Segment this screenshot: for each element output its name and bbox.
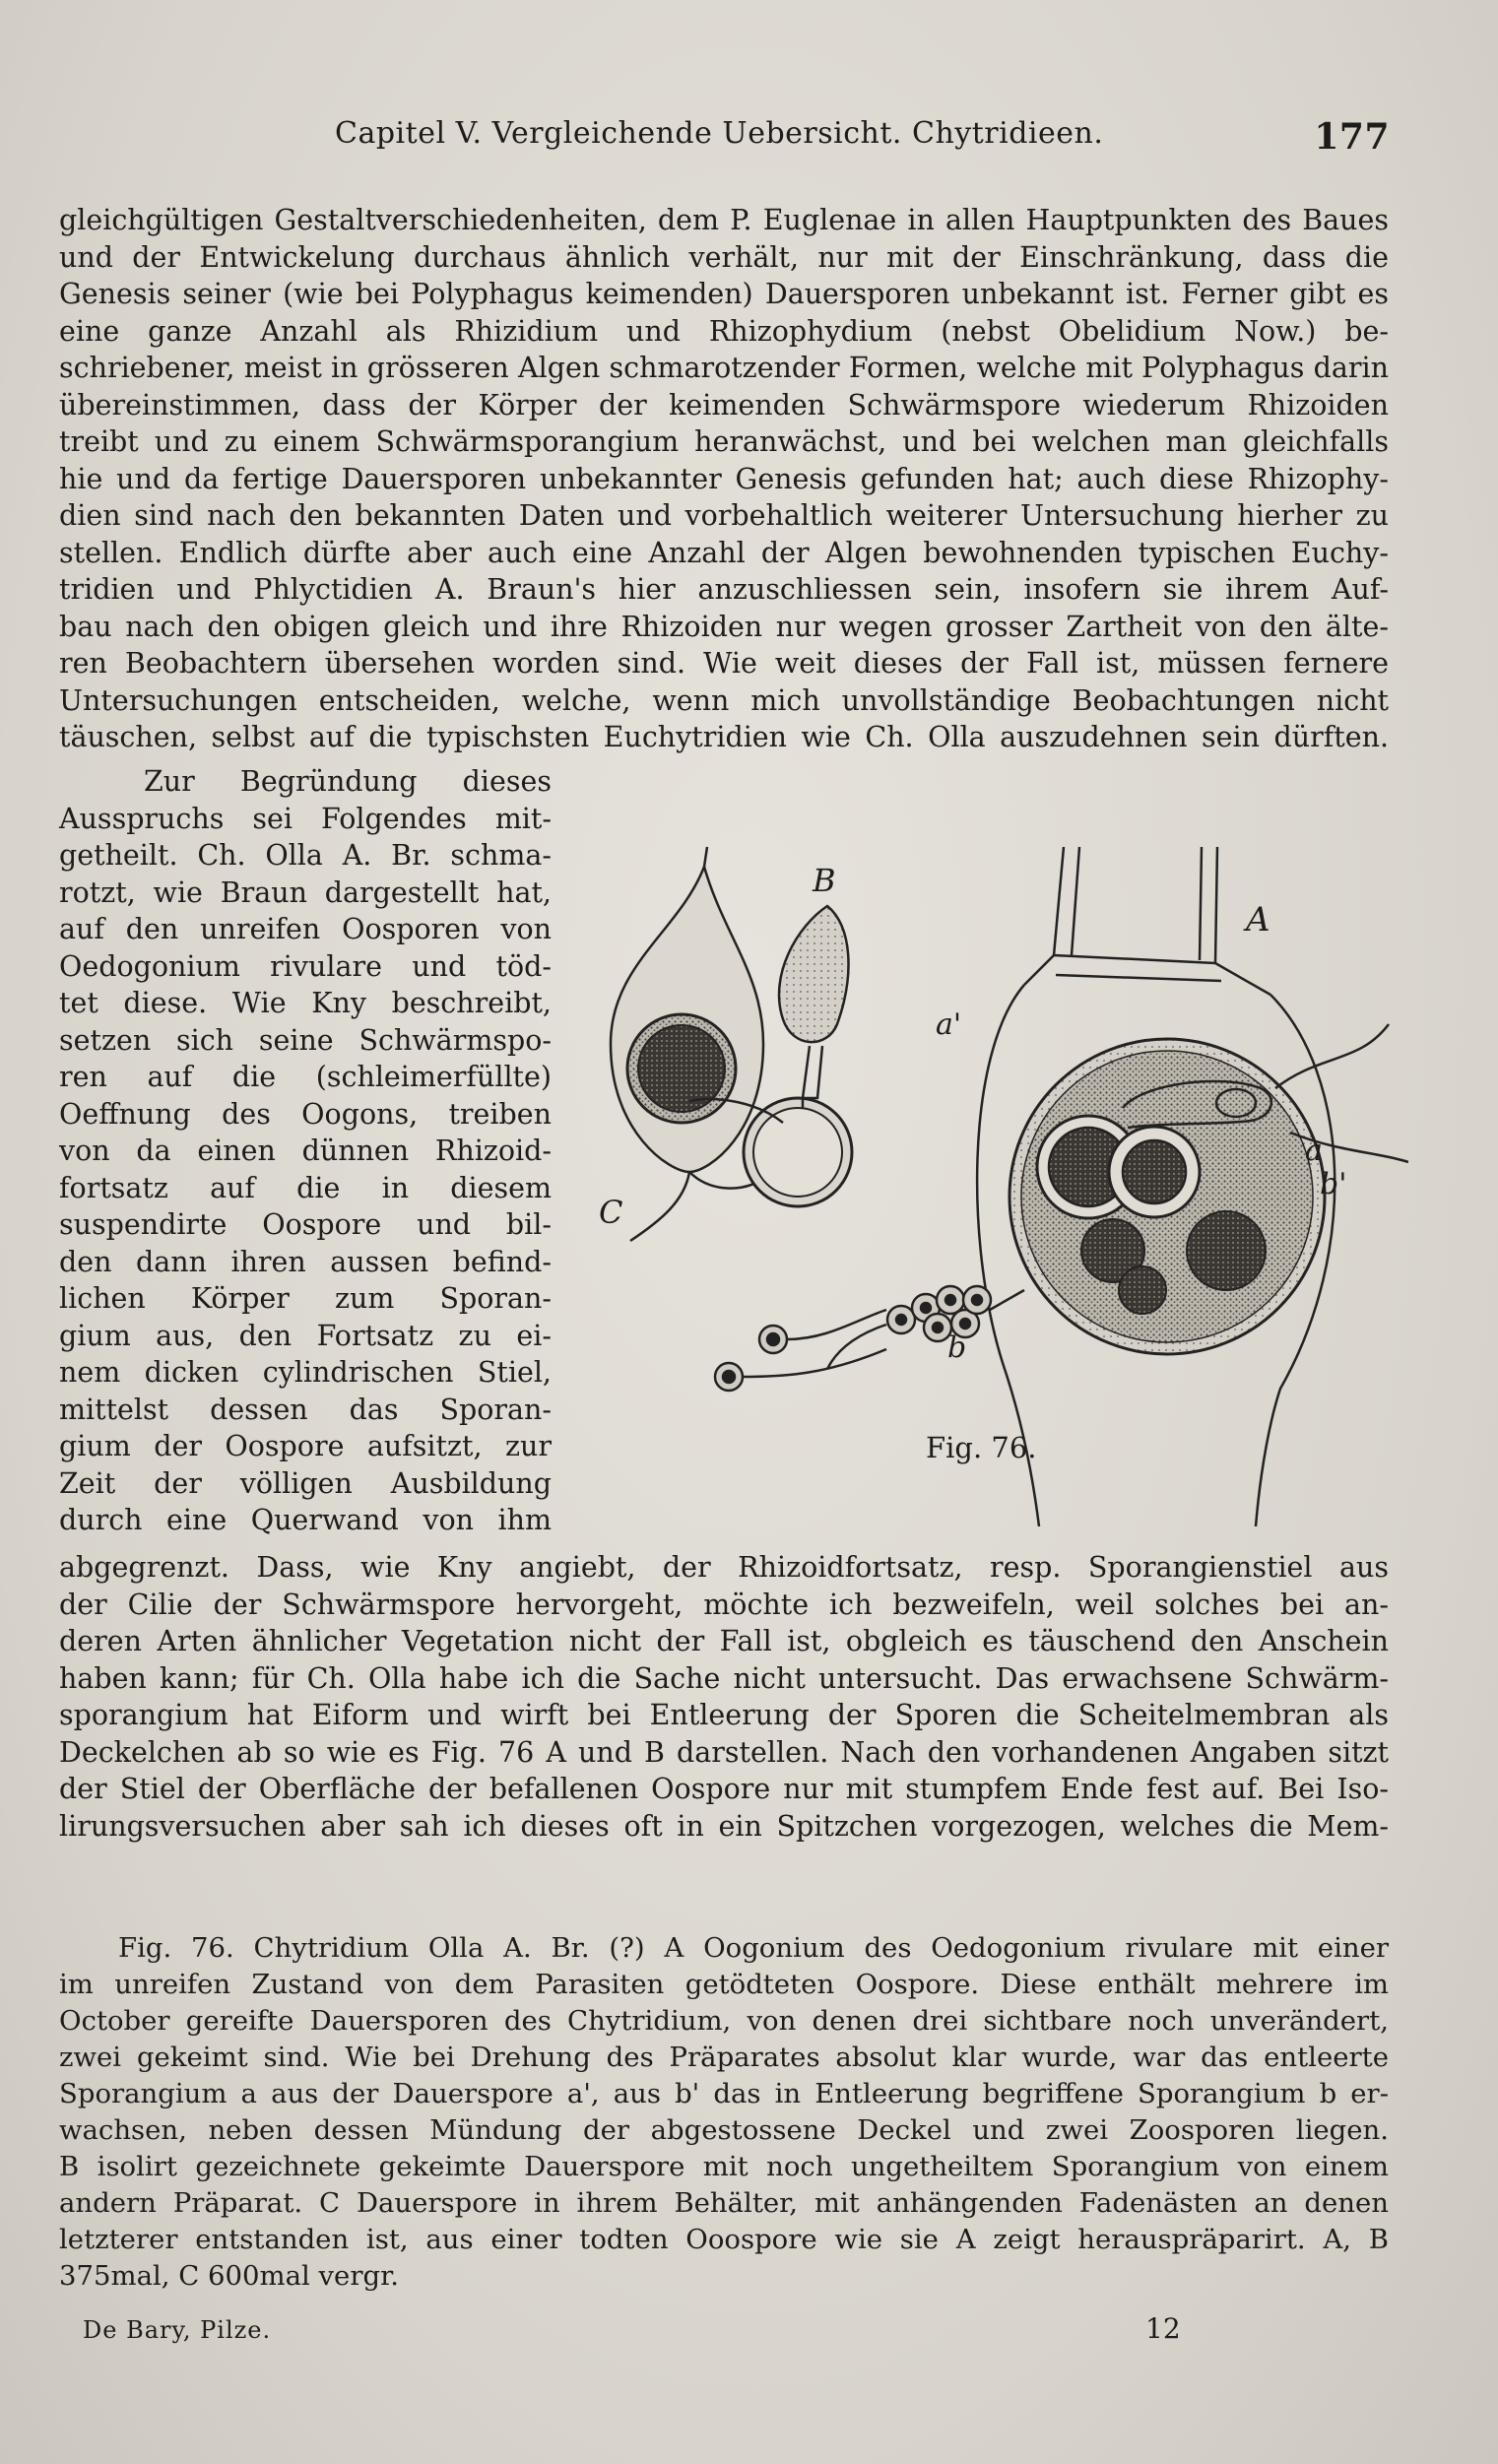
caption-line: Fig. 76. Chytridium Olla A. Br. (?) A Oogonium des Oedogonium rivulare mit einer [118,1932,1389,1964]
text-line: mittelst dessen das Sporan- [59,1393,552,1426]
text-line: dien sind nach den bekannten Daten und vorbehaltlich weiterer Untersuchung hierher zu [59,499,1389,532]
text-line: gium aus, den Fortsatz zu ei- [59,1319,552,1352]
text-line: eine ganze Anzahl als Rhizidium und Rhizophydium (nebst Obelidium Now.) be- [59,314,1389,348]
caption-line: im unreifen Zustand von dem Parasiten getödteten Oospore. Diese enthält mehrere im [59,1969,1389,2000]
text-line: gleichgültigen Gestaltverschiedenheiten, dem P. Euglenae in allen Hauptpunkten des Baues [59,204,1389,236]
text-line: den dann ihren aussen befind- [59,1245,552,1278]
text-line: hie und da fertige Dauersporen unbekannter Genesis gefunden hat; auch diese Rhizophy- [59,462,1389,495]
text-line: und der Entwickelung durchaus ähnlich verhält, nur mit der Einschränkung, dass die [59,240,1389,274]
caption-line: 375mal, C 600mal vergr. [59,2260,399,2292]
text-line: der Cilie der Schwärmspore hervorgeht, möchte ich bezweifeln, weil solches bei an- [59,1588,1389,1621]
footer-signature: De Bary, Pilze. [83,2316,272,2344]
continued-paragraph [59,1549,1389,1845]
text-line: setzen sich seine Schwärmspo- [59,1023,552,1057]
text-line: durch eine Querwand von ihm [59,1504,552,1536]
figure-letter-a-upper: A [1246,900,1270,940]
text-line: nem dicken cylindrischen Stiel, [59,1356,552,1389]
text-line: Deckelchen ab so wie es Fig. 76 A und B darstellen. Nach den vorhandenen Angaben sitzt [59,1735,1389,1769]
caption-line: Sporangium a aus der Dauerspore a', aus b' das in Entleerung begriffene Sporangium b er- [59,2078,1389,2109]
text-line: treibt und zu einem Schwärmsporangium heranwächst, und bei welchen man gleichfalls [59,425,1389,458]
text-line: lirungsversuchen aber sah ich dieses oft in ein Spitzchen vorgezogen, welches die Mem- [59,1809,1389,1843]
chapter-title: Capitel V. Vergleichende Uebersicht. Chytridieen. [335,116,1104,151]
text-line: gium der Oospore aufsitzt, zur [59,1430,552,1462]
text-line: ren auf die (schleimerfüllte) [59,1061,552,1093]
text-line: Untersuchungen entscheiden, welche, wenn mich unvollständige Beobachtungen nicht [59,683,1389,717]
figure-letter-a-lower: a [1305,1134,1323,1168]
figure-76-illustration [591,837,1408,1526]
text-line: täuschen, selbst auf die typischsten Euchytridien wie Ch. Olla auszudehnen sein dürften. [59,721,1389,753]
figure-letter-b-lower: b [947,1330,967,1365]
caption-line: letzterer entstanden ist, aus einer todten Ooospore wie sie A zeigt herauspräparirt. A, B [59,2224,1389,2255]
text-line: suspendirte Oospore und bil- [59,1208,552,1241]
text-line: fortsatz auf die in diesem [59,1171,552,1204]
figure-letter-b-upper: B [813,862,836,899]
text-line: Zeit der völligen Ausbildung [59,1466,552,1500]
text-line: tet diese. Wie Kny beschreibt, [59,987,552,1019]
caption-line: B isolirt gezeichnete gekeimte Dauerspore mit noch ungetheiltem Sporangium von einem [59,2151,1389,2182]
intro-paragraph [59,202,1389,756]
text-line: bau nach den obigen gleich und ihre Rhizoiden nur wegen grosser Zartheit von den älte- [59,610,1389,643]
footer-sheet-number: 12 [1145,2312,1181,2345]
wrapped-paragraph [59,763,552,1539]
text-line: ren Beobachtern übersehen worden sind. Wie weit dieses der Fall ist, müssen fernere [59,647,1389,680]
text-line: Ausspruchs sei Folgendes mit- [59,802,552,835]
caption-line: andern Präparat. C Dauerspore in ihrem Behälter, mit anhängenden Fadenästen an denen [59,2187,1389,2219]
text-line: tridien und Phlyctidien A. Braun's hier anzuschliessen sein, insofern sie ihrem Auf- [59,573,1389,606]
text-line: sporangium hat Eiform und wirft bei Entleerung der Sporen die Scheitelmembran als [59,1699,1389,1731]
figure-label: Fig. 76. [926,1431,1037,1464]
text-line: stellen. Endlich dürfte aber auch eine Anzahl der Algen bewohnenden typischen Euchy- [59,536,1389,569]
figure-letter-a-prime: a' [936,1007,962,1042]
caption-line: October gereifte Dauersporen des Chytridium, von denen drei sichtbare noch unverändert, [59,2005,1389,2037]
text-line: deren Arten ähnlicher Vegetation nicht der Fall ist, obgleich es täuschend den Anschein [59,1625,1389,1657]
text-line: übereinstimmen, dass der Körper der keimenden Schwärmspore wiederum Rhizoiden [59,388,1389,421]
text-line: schriebener, meist in grösseren Algen schmarotzender Formen, welche mit Polyphagus darin [59,352,1389,384]
text-line: Genesis seiner (wie bei Polyphagus keimenden) Dauersporen unbekannt ist. Ferner gibt es [59,278,1389,310]
text-line: Oeffnung des Oogons, treiben [59,1097,552,1131]
caption-line: zwei gekeimt sind. Wie bei Drehung des Präparates absolut klar wurde, war das entleerte [59,2042,1389,2073]
figure-c-resting-spore [611,847,763,1241]
text-line: Oedogonium rivulare und töd- [59,949,552,983]
text-line: auf den unreifen Oosporen von [59,913,552,945]
caption-line: wachsen, neben dessen Mündung der abgestossene Deckel und zwei Zoosporen liegen. [59,2114,1389,2146]
figure-letter-c: C [599,1194,623,1231]
page-number: 177 [1314,116,1390,158]
text-line: Zur Begründung dieses [144,765,552,798]
text-line: haben kann; für Ch. Olla habe ich die Sache nicht untersucht. Das erwachsene Schwärm- [59,1661,1389,1695]
text-line: rotzt, wie Braun dargestellt hat, [59,875,552,909]
figure-caption [59,1930,1389,2295]
text-line: lichen Körper zum Sporan- [59,1282,552,1315]
text-line: von da einen dünnen Rhizoid- [59,1135,552,1167]
text-line: abgegrenzt. Dass, wie Kny angiebt, der Rhizoidfortsatz, resp. Sporangienstiel aus [59,1551,1389,1584]
figure-letter-b-prime: b' [1320,1167,1347,1201]
text-line: der Stiel der Oberfläche der befallenen Oospore nur mit stumpfem Ende fest auf. Bei Iso- [59,1773,1389,1805]
text-line: getheilt. Ch. Olla A. Br. schma- [59,839,552,872]
